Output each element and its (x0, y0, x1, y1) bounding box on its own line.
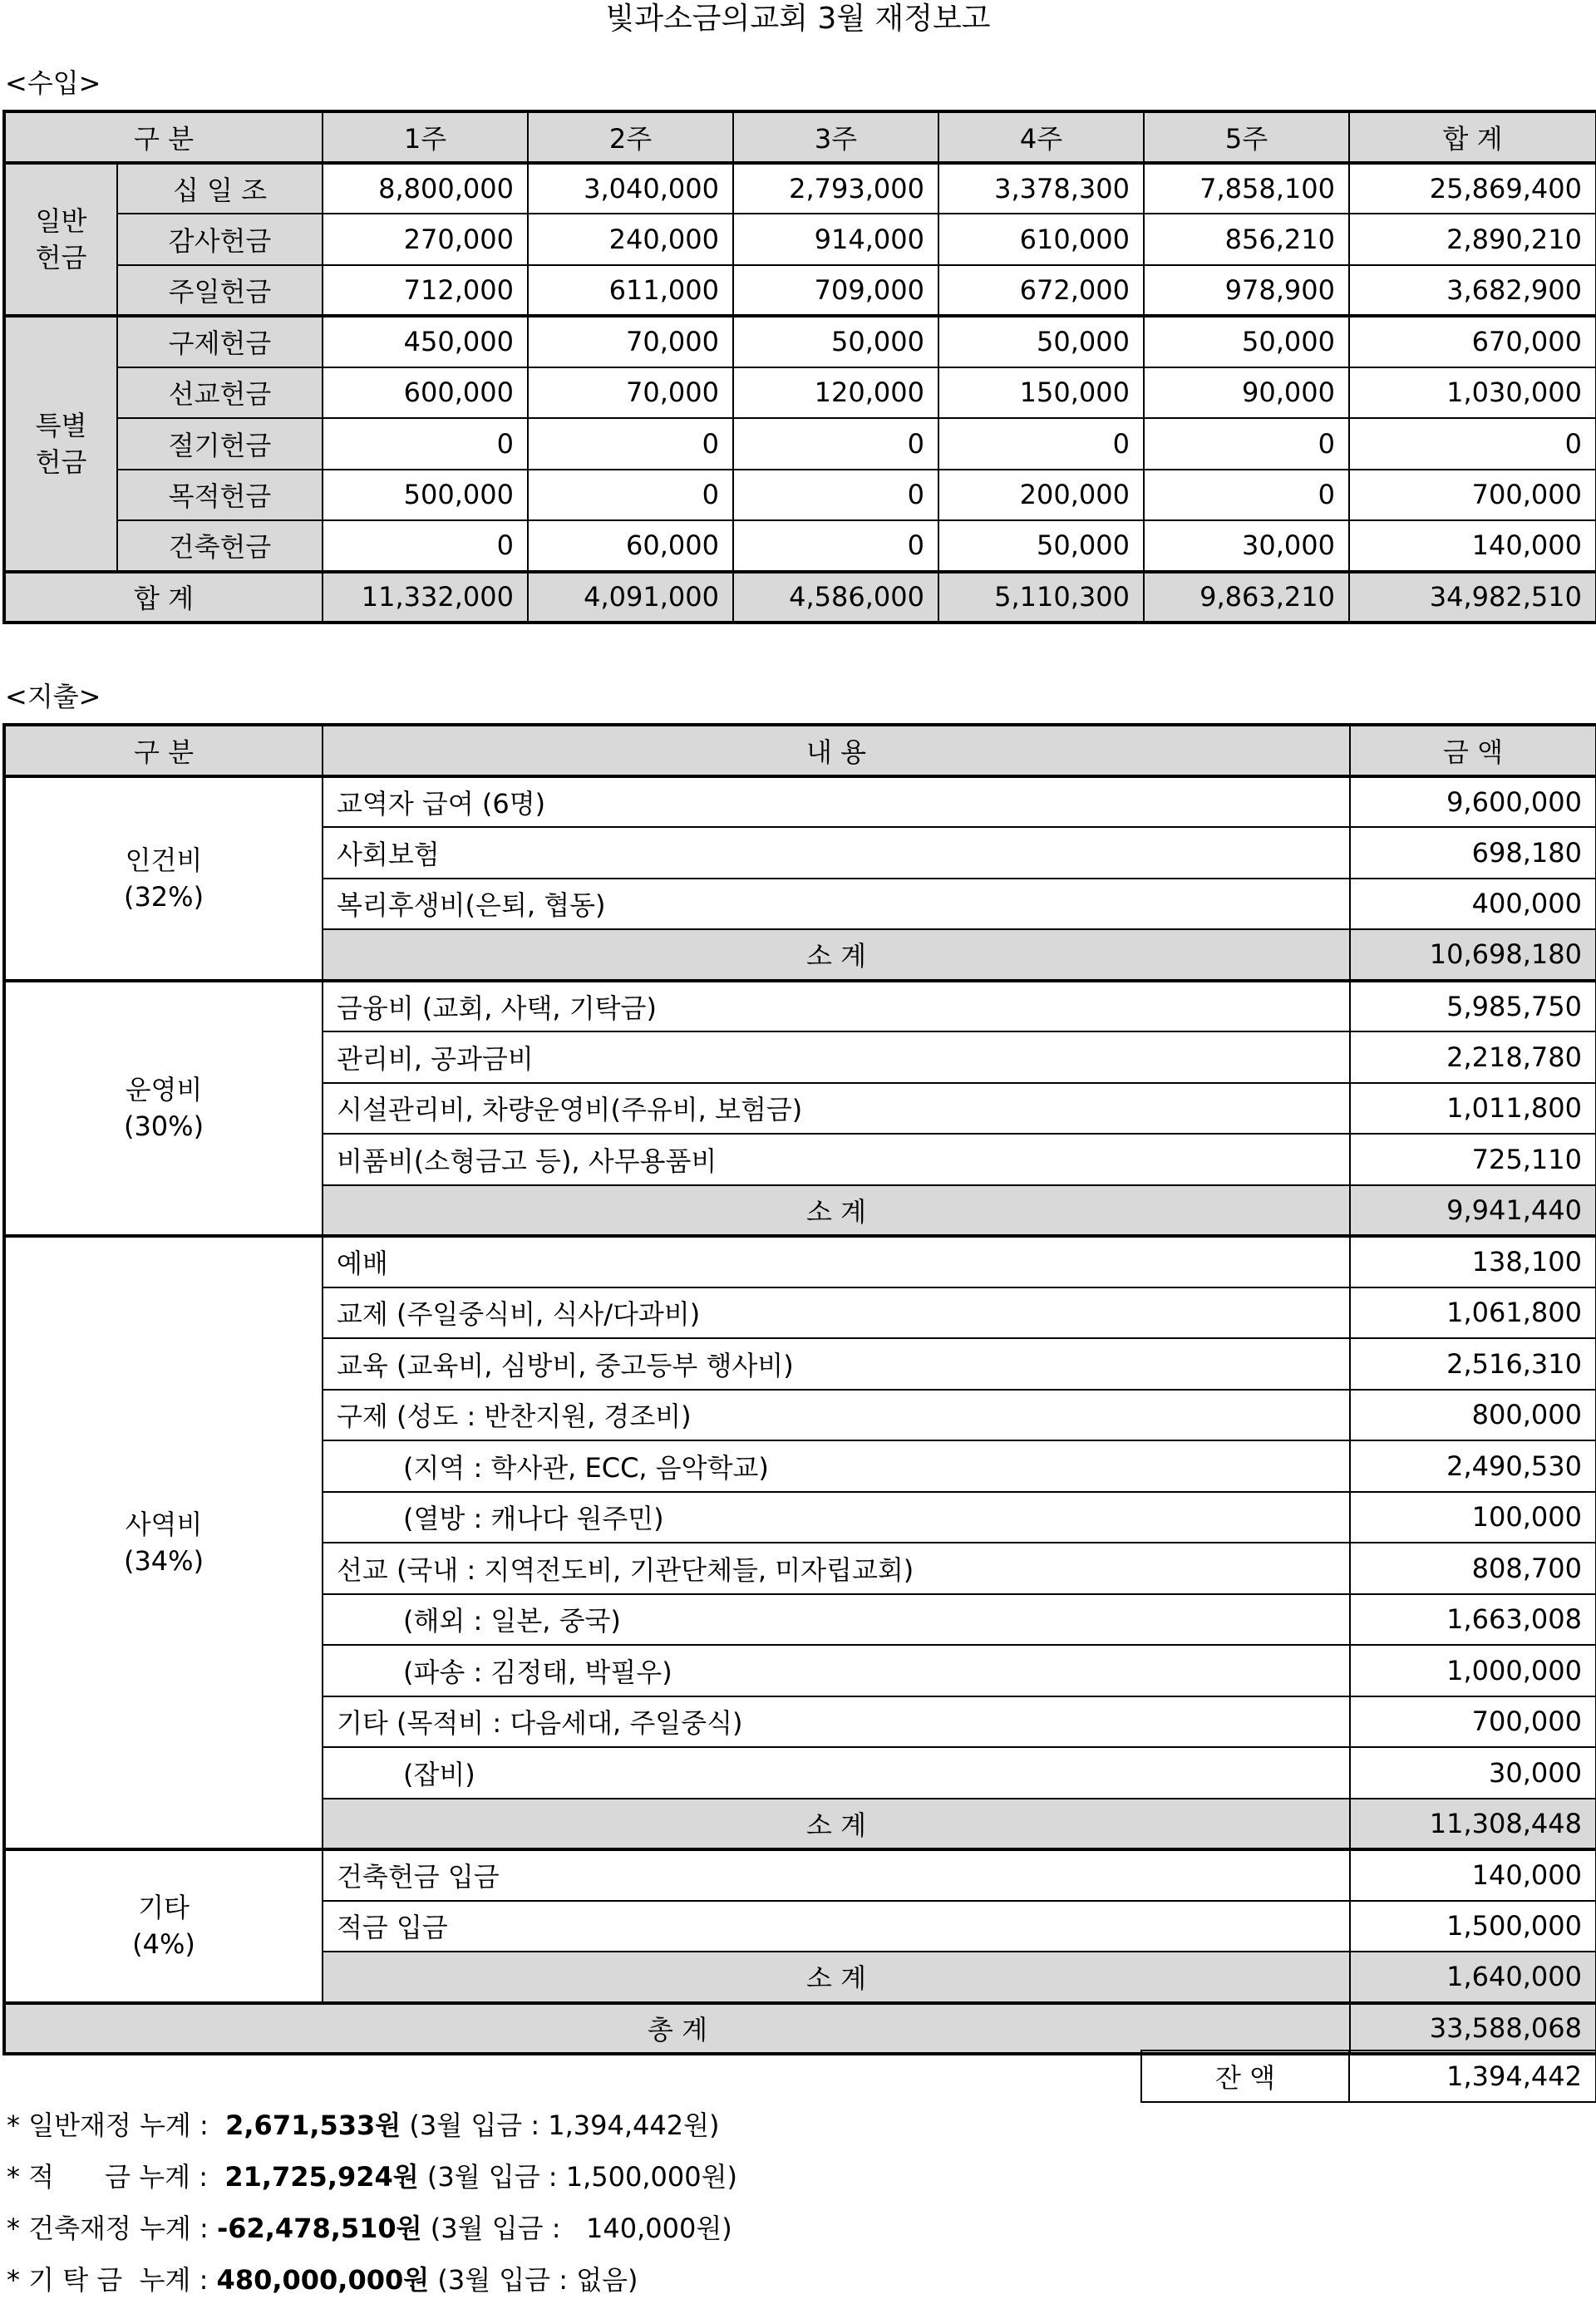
note-prefix: * 기 탁 금 누계 : (7, 2264, 217, 2296)
expense-item-content: 관리비, 공과금비 (323, 1031, 1350, 1083)
expense-item-content: 적금 입금 (323, 1901, 1350, 1952)
income-week-value: 856,210 (1144, 214, 1349, 265)
income-row-total: 700,000 (1349, 470, 1596, 521)
expense-item-amount: 1,500,000 (1350, 1901, 1596, 1952)
page-title: 빛과소금의교회 3월 재정보고 (605, 2, 991, 36)
income-week-value: 0 (528, 418, 733, 470)
expense-item-amount: 30,000 (1350, 1747, 1596, 1799)
expense-subtotal-label: 소 계 (323, 1185, 1350, 1237)
expense-subtotal-amount: 11,308,448 (1350, 1799, 1596, 1850)
income-row (4, 265, 1596, 317)
income-header-week: 1주 (323, 111, 528, 163)
expense-item-content: 사회보험 (323, 827, 1350, 879)
expense-item-amount: 808,700 (1350, 1543, 1596, 1594)
expense-item-amount: 140,000 (1350, 1849, 1596, 1901)
balance-table (1140, 2050, 1596, 2103)
expense-item-content: 시설관리비, 차량운영비(주유비, 보험금) (323, 1083, 1350, 1135)
summary-note (7, 2159, 737, 2195)
expense-item-amount: 2,490,530 (1350, 1440, 1596, 1492)
note-prefix: * 적 금 누계 : (7, 2161, 225, 2193)
income-item-name: 목적헌금 (117, 470, 323, 521)
expense-item-content: (파송 : 김정태, 박필우) (323, 1645, 1350, 1696)
income-row (4, 316, 1596, 367)
expense-item-amount: 1,011,800 (1350, 1083, 1596, 1135)
income-row-total: 25,869,400 (1349, 163, 1596, 214)
income-item-name: 절기헌금 (117, 418, 323, 470)
income-row (4, 163, 1596, 214)
income-row-total: 2,890,210 (1349, 214, 1596, 265)
expense-item-amount: 800,000 (1350, 1390, 1596, 1441)
income-week-value: 0 (938, 418, 1144, 470)
income-item-name: 건축헌금 (117, 520, 323, 572)
income-week-value: 610,000 (938, 214, 1144, 265)
expense-subtotal-label: 소 계 (323, 929, 1350, 981)
income-header-week: 3주 (733, 111, 938, 163)
expense-header-row (4, 725, 1596, 776)
income-row-total: 670,000 (1349, 316, 1596, 367)
income-section-label: <수입> (5, 67, 101, 99)
income-week-value: 0 (1144, 470, 1349, 521)
income-row (4, 470, 1596, 521)
income-week-value: 450,000 (323, 316, 528, 367)
note-amount: 480,000,000원 (216, 2264, 430, 2296)
note-prefix: * 일반재정 누계 : (7, 2109, 226, 2141)
income-header-row (4, 111, 1596, 163)
income-week-value: 50,000 (733, 316, 938, 367)
expense-item-content: 예배 (323, 1236, 1350, 1287)
income-week-value: 709,000 (733, 265, 938, 317)
income-week-value: 60,000 (528, 520, 733, 572)
expense-group-percent: (4%) (132, 1928, 195, 1961)
expense-group-name: 인건비 (125, 844, 203, 876)
income-row (4, 418, 1596, 470)
note-amount: -62,478,510원 (216, 2213, 422, 2244)
income-week-value: 0 (733, 470, 938, 521)
income-week-value: 50,000 (938, 316, 1144, 367)
income-row (4, 367, 1596, 419)
income-week-value: 150,000 (938, 367, 1144, 419)
income-row-total: 1,030,000 (1349, 367, 1596, 419)
income-week-value: 672,000 (938, 265, 1144, 317)
note-suffix: (3월 입금 : 140,000원) (421, 2213, 732, 2244)
expense-item-content: 기타 (목적비 : 다음세대, 주일중식) (323, 1696, 1350, 1748)
income-sum-week: 4,091,000 (528, 572, 733, 623)
note-suffix: (3월 입금 : 1,500,000원) (418, 2161, 737, 2193)
expense-item-content: (해외 : 일본, 중국) (323, 1594, 1350, 1646)
income-week-value: 0 (323, 520, 528, 572)
income-week-value: 3,378,300 (938, 163, 1144, 214)
expense-item-amount: 5,985,750 (1350, 981, 1596, 1032)
income-grand-total: 34,982,510 (1349, 572, 1596, 623)
expense-item-amount: 2,516,310 (1350, 1338, 1596, 1390)
expense-item-amount: 725,110 (1350, 1134, 1596, 1185)
income-header-total: 합 계 (1349, 111, 1596, 163)
income-week-value: 712,000 (323, 265, 528, 317)
expense-item-amount: 100,000 (1350, 1492, 1596, 1543)
income-week-value: 3,040,000 (528, 163, 733, 214)
income-week-value: 90,000 (1144, 367, 1349, 419)
expense-group (4, 1236, 323, 1849)
income-week-value: 120,000 (733, 367, 938, 419)
expense-item-amount: 698,180 (1350, 827, 1596, 879)
expense-grand-total-label: 총 계 (4, 2003, 1350, 2055)
expense-item-content: 선교 (국내 : 지역전도비, 기관단체들, 미자립교회) (323, 1543, 1350, 1594)
note-suffix: (3월 입금 : 1,394,442원) (401, 2109, 720, 2141)
income-row (4, 520, 1596, 572)
expense-item-content: 구제 (성도 : 반찬지원, 경조비) (323, 1390, 1350, 1441)
income-sum-row (4, 572, 1596, 623)
expense-group-percent: (30%) (123, 1110, 204, 1143)
income-sum-week: 9,863,210 (1144, 572, 1349, 623)
income-sum-label: 합 계 (4, 572, 323, 623)
expense-group (4, 981, 323, 1237)
note-prefix: * 건축재정 누계 : (7, 2213, 217, 2244)
expense-item-amount: 1,061,800 (1350, 1287, 1596, 1339)
balance-row (1141, 2050, 1596, 2102)
expense-item-content: 교제 (주일중식비, 식사/다과비) (323, 1287, 1350, 1339)
summary-note (7, 2107, 720, 2144)
income-row-total: 140,000 (1349, 520, 1596, 572)
income-week-value: 978,900 (1144, 265, 1349, 317)
income-row-total: 0 (1349, 418, 1596, 470)
income-week-value: 7,858,100 (1144, 163, 1349, 214)
expense-row (4, 1236, 1596, 1287)
income-row (4, 214, 1596, 265)
expense-item-amount: 9,600,000 (1350, 776, 1596, 828)
income-week-value: 0 (733, 418, 938, 470)
expense-group-name: 사역비 (125, 1509, 203, 1540)
income-sum-week: 11,332,000 (323, 572, 528, 623)
income-group-name: 특별 헌금 (4, 316, 117, 572)
expense-item-content: (잡비) (323, 1747, 1350, 1799)
expense-subtotal-amount: 9,941,440 (1350, 1185, 1596, 1237)
expense-row (4, 1849, 1596, 1901)
income-week-value: 0 (1144, 418, 1349, 470)
balance-amount: 1,394,442 (1349, 2050, 1596, 2102)
income-week-value: 0 (733, 520, 938, 572)
expense-row (4, 776, 1596, 828)
summary-note (7, 2262, 638, 2298)
expense-group (4, 776, 323, 981)
expense-group-percent: (32%) (123, 880, 204, 913)
expense-subtotal-label: 소 계 (323, 1799, 1350, 1850)
income-sum-week: 4,586,000 (733, 572, 938, 623)
expense-subtotal-label: 소 계 (323, 1952, 1350, 2003)
income-header-week: 4주 (938, 111, 1144, 163)
expense-header-amount: 금 액 (1350, 725, 1596, 776)
income-item-name: 감사헌금 (117, 214, 323, 265)
expense-item-content: (지역 : 학사관, ECC, 음악학교) (323, 1440, 1350, 1492)
income-week-value: 914,000 (733, 214, 938, 265)
expense-item-content: 교역자 급여 (6명) (323, 776, 1350, 828)
summary-note (7, 2210, 732, 2247)
expense-grand-total-row (4, 2003, 1596, 2055)
note-amount: 2,671,533원 (225, 2109, 401, 2141)
expense-item-amount: 1,000,000 (1350, 1645, 1596, 1696)
expense-section-label: <지출> (5, 681, 101, 712)
expense-item-amount: 400,000 (1350, 879, 1596, 930)
expense-item-content: 금융비 (교회, 사택, 기탁금) (323, 981, 1350, 1032)
expense-subtotal-amount: 1,640,000 (1350, 1952, 1596, 2003)
income-week-value: 500,000 (323, 470, 528, 521)
expense-item-content: 건축헌금 입금 (323, 1849, 1350, 1901)
income-week-value: 70,000 (528, 316, 733, 367)
expense-item-content: 교육 (교육비, 심방비, 중고등부 행사비) (323, 1338, 1350, 1390)
income-item-name: 선교헌금 (117, 367, 323, 419)
income-row-total: 3,682,900 (1349, 265, 1596, 317)
expense-header-content: 내 용 (323, 725, 1350, 776)
income-group-name: 일반 헌금 (4, 163, 117, 317)
income-table (2, 110, 1596, 624)
expense-grand-total-amount: 33,588,068 (1350, 2003, 1596, 2055)
income-week-value: 50,000 (938, 520, 1144, 572)
income-week-value: 0 (323, 418, 528, 470)
income-week-value: 611,000 (528, 265, 733, 317)
income-week-value: 600,000 (323, 367, 528, 419)
income-header-week: 5주 (1144, 111, 1349, 163)
income-week-value: 50,000 (1144, 316, 1349, 367)
income-week-value: 270,000 (323, 214, 528, 265)
income-week-value: 2,793,000 (733, 163, 938, 214)
expense-item-content: 비품비(소형금고 등), 사무용품비 (323, 1134, 1350, 1185)
income-week-value: 30,000 (1144, 520, 1349, 572)
expense-group-name: 기타 (138, 1892, 190, 1924)
expense-item-amount: 138,100 (1350, 1236, 1596, 1287)
income-item-name: 구제헌금 (117, 316, 323, 367)
income-item-name: 주일헌금 (117, 265, 323, 317)
expense-group-percent: (34%) (123, 1545, 204, 1577)
income-week-value: 8,800,000 (323, 163, 528, 214)
note-amount: 21,725,924원 (224, 2161, 419, 2193)
expense-table (2, 723, 1596, 2055)
income-header-category: 구 분 (4, 111, 323, 163)
expense-header-category: 구 분 (4, 725, 323, 776)
income-week-value: 200,000 (938, 470, 1144, 521)
note-suffix: (3월 입금 : 없음) (429, 2264, 638, 2296)
expense-subtotal-amount: 10,698,180 (1350, 929, 1596, 981)
expense-group-name: 운영비 (125, 1074, 203, 1106)
expense-row (4, 981, 1596, 1032)
expense-item-content: 복리후생비(은퇴, 협동) (323, 879, 1350, 930)
expense-item-amount: 700,000 (1350, 1696, 1596, 1748)
income-sum-week: 5,110,300 (938, 572, 1144, 623)
balance-label: 잔 액 (1141, 2050, 1349, 2102)
income-week-value: 240,000 (528, 214, 733, 265)
expense-item-content: (열방 : 캐나다 원주민) (323, 1492, 1350, 1543)
income-header-week: 2주 (528, 111, 733, 163)
expense-group (4, 1849, 323, 2003)
expense-item-amount: 2,218,780 (1350, 1031, 1596, 1083)
income-item-name: 십 일 조 (117, 163, 323, 214)
expense-item-amount: 1,663,008 (1350, 1594, 1596, 1646)
income-week-value: 70,000 (528, 367, 733, 419)
income-week-value: 0 (528, 470, 733, 521)
